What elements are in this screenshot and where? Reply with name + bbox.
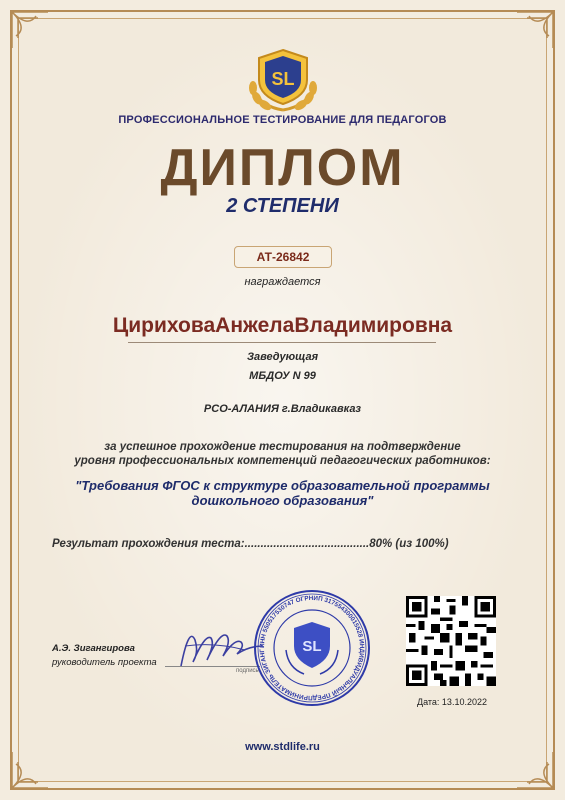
topic-line-1: "Требования ФГОС к структуре образовательной программы [75, 478, 490, 493]
awarded-label: награждается [244, 276, 321, 288]
stamp-center-text: SL [302, 638, 322, 655]
diploma-title: ДИПЛОМ [160, 139, 405, 197]
issue-date: Дата: 13.10.2022 [417, 697, 487, 707]
diploma-degree: 2 СТЕПЕНИ [226, 195, 339, 217]
recipient-location: РСО-АЛАНИЯ г.Владикавказ [203, 403, 362, 415]
diploma-number: АТ-26842 [234, 246, 332, 268]
recipient-institution: МБДОУ N 99 [249, 370, 316, 382]
round-stamp-icon [252, 588, 372, 708]
reason-line-2: уровня профессиональных компетенций педагогических работников: [74, 455, 491, 467]
recipient-name: ЦириховаАнжелаВладимировна [112, 314, 453, 337]
logo-text: SL [271, 69, 295, 89]
signature-caption: подпись [236, 668, 259, 674]
recipient-position: Заведующая [246, 351, 319, 363]
qr-code-icon [406, 596, 496, 686]
reason-line-1: за успешное прохождение тестирования на подтверждение [104, 441, 461, 453]
organization-name: ПРОФЕССИОНАЛЬНОЕ ТЕСТИРОВАНИЕ ДЛЯ ПЕДАГОГОВ [118, 114, 447, 126]
test-result: Результат прохождения теста:.......................................80% (из 100%) [52, 538, 449, 550]
corner-ornament-icon [8, 8, 68, 68]
signature-line [165, 666, 260, 667]
website-link[interactable]: www.stdlife.ru [245, 741, 320, 753]
name-underline [128, 342, 436, 343]
signatory-name: А.Э. Зигангирова [52, 643, 135, 654]
laurel-shield-logo-icon [243, 44, 323, 114]
corner-ornament-icon [497, 8, 557, 68]
signatory-role: руководитель проекта [52, 657, 157, 668]
topic-line-2: дошкольного образования" [191, 493, 374, 508]
stamp-ring-text: ИНН 550517530747 ОГРНИП 317554300015528 ИНДИВИДУАЛЬНЫЙ ПРЕДПРИНИМАТЕЛЬ ЗИГАНГ [258, 594, 366, 702]
